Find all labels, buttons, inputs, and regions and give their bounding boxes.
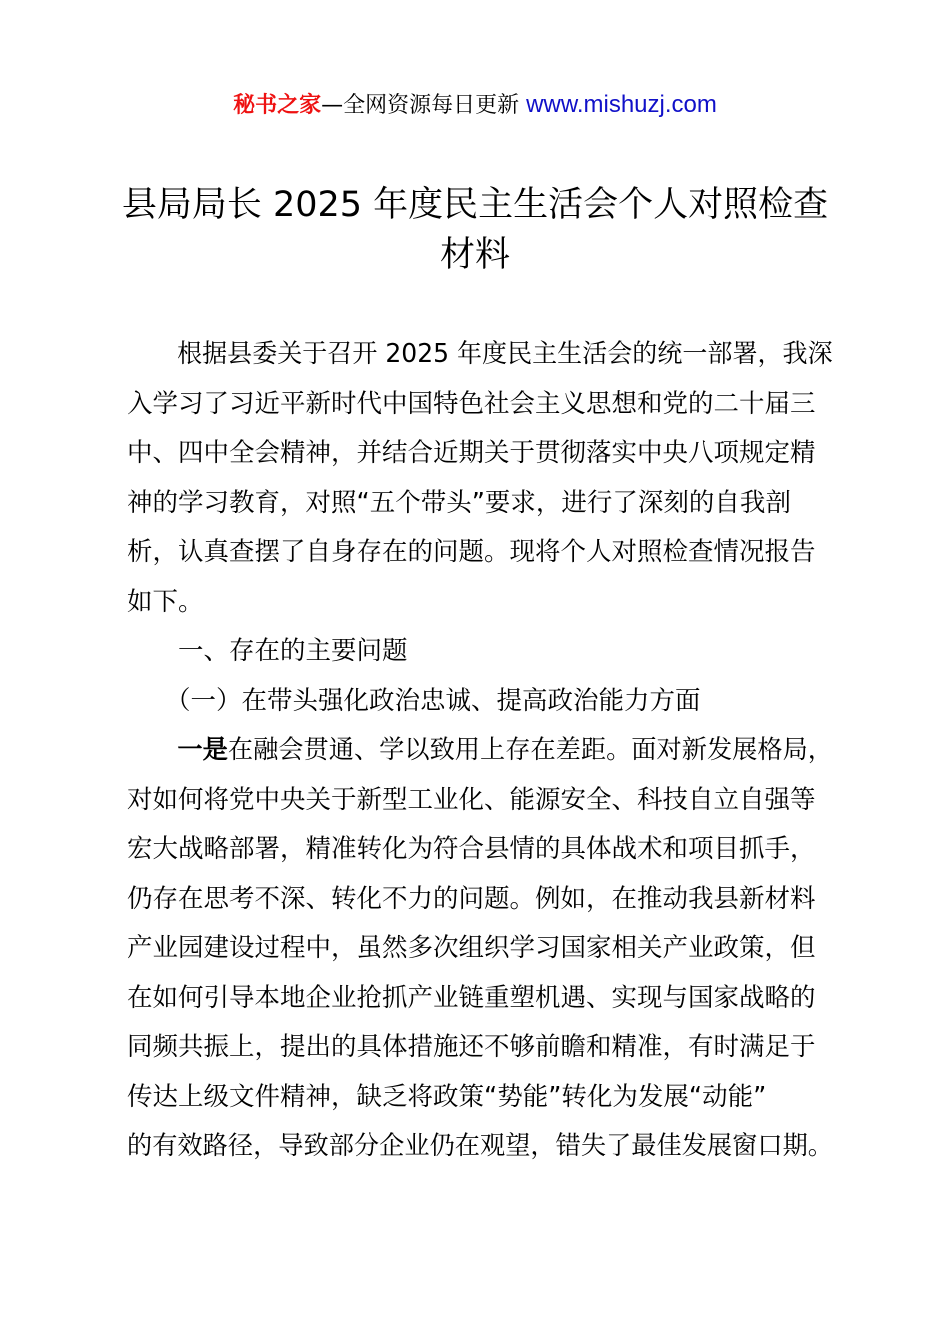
point-one-first-line: [127, 726, 834, 776]
section-heading: 一、存在的主要问题: [178, 636, 408, 666]
point-one-first-text: 在融会贯通、学以致用上存在差距。面对新发展格局，: [227, 735, 834, 765]
intro-line: 根据县委关于召开 2025 年度民主生活会的统一部署，我深: [177, 339, 833, 369]
subsection-heading: （一）在带头强化政治忠诚、提高政治能力方面: [165, 685, 701, 716]
site-banner: [0, 88, 950, 123]
point-one-line: 同频共振上，提出的具体措施还不够前瞻和精准，有时满足于: [127, 1032, 816, 1062]
site-url-link[interactable]: www.mishuzj.com: [526, 91, 717, 118]
brand-name: 秘书之家: [233, 93, 322, 118]
intro-line: 析，认真查摆了自身存在的问题。现将个人对照检查情况报告: [127, 537, 816, 567]
document-body: [127, 330, 833, 1172]
point-one-line: 产业园建设过程中，虽然多次组织学习国家相关产业政策，但: [127, 933, 816, 963]
title-line-1: 县局局长 2025 年度民主生活会个人对照检查: [121, 185, 829, 225]
point-one-line: 传达上级文件精神，缺乏将政策“势能”转化为发展“动能”: [127, 1081, 767, 1112]
intro-line: 入学习了习近平新时代中国特色社会主义思想和党的二十届三: [127, 388, 816, 419]
intro-paragraph: [127, 330, 833, 627]
title-line-2: 材料: [439, 235, 510, 275]
point-one-line: 的有效路径，导致部分企业仍在观望，错失了最佳发展窗口期。: [127, 1131, 834, 1161]
point-one-paragraph: [127, 726, 833, 1172]
point-one-line: 宏大战略部署，精准转化为符合县情的具体战术和项目抓手，: [127, 834, 816, 864]
intro-line: 如下。: [127, 586, 204, 617]
point-one-line: 仍存在思考不深、转化不力的问题。例如，在推动我县新材料: [127, 883, 816, 914]
intro-line: 中、四中全会精神，并结合近期关于贯彻落实中央八项规定精: [127, 438, 816, 468]
banner-tagline: —全网资源每日更新: [321, 93, 520, 118]
point-one-line: 在如何引导本地企业抢抓产业链重塑机遇、实现与国家战略的: [127, 982, 816, 1013]
document-title: [120, 180, 830, 280]
point-one-line: 对如何将党中央关于新型工业化、能源安全、科技自立自强等: [127, 784, 816, 815]
intro-line: 神的学习教育，对照“五个带头”要求，进行了深刻的自我剖: [127, 487, 791, 518]
point-one-lead: 一是: [177, 735, 228, 765]
